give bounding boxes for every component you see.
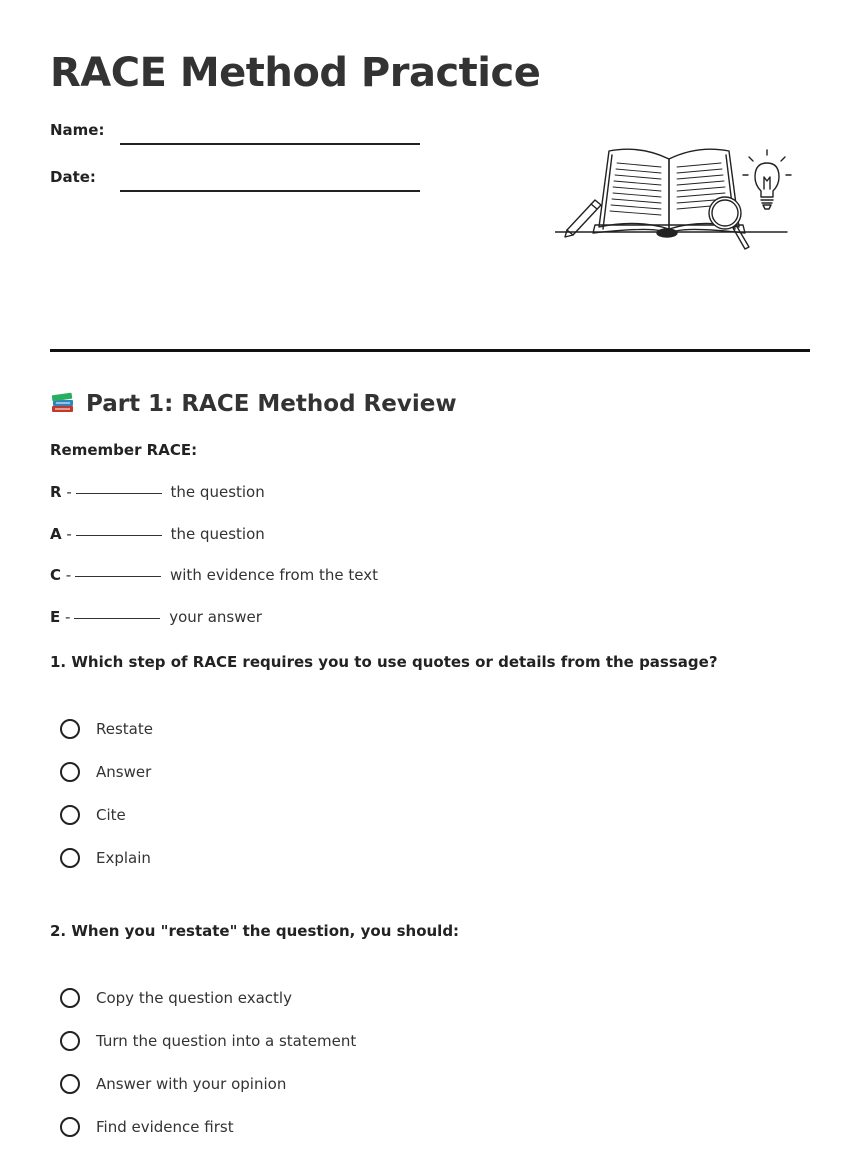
- race-dash: -: [65, 608, 71, 626]
- radio-button[interactable]: [60, 848, 80, 868]
- remember-label: Remember RACE:: [50, 441, 198, 459]
- option-label: Copy the question exactly: [96, 989, 292, 1007]
- race-line-r: [50, 483, 265, 501]
- date-input-line[interactable]: [120, 190, 420, 192]
- option-label: Answer: [96, 763, 152, 781]
- section-divider: [50, 349, 810, 352]
- race-text: the question: [170, 483, 265, 501]
- option-label: Explain: [96, 849, 151, 867]
- radio-button[interactable]: [60, 805, 80, 825]
- lightbulb-icon: [743, 150, 791, 209]
- q2-option-4[interactable]: [60, 1117, 234, 1137]
- page-title: RACE Method Practice: [50, 50, 541, 96]
- date-label: Date:: [50, 168, 96, 186]
- race-letter: R: [50, 483, 62, 501]
- radio-button[interactable]: [60, 1031, 80, 1051]
- option-label: Restate: [96, 720, 153, 738]
- race-text: your answer: [169, 608, 262, 626]
- part1-heading: [50, 388, 457, 420]
- race-text: with evidence from the text: [170, 566, 379, 584]
- radio-button[interactable]: [60, 1117, 80, 1137]
- q2-option-2[interactable]: [60, 1031, 356, 1051]
- race-blank[interactable]: [75, 576, 161, 577]
- race-blank[interactable]: [76, 493, 162, 494]
- question-1: 1. Which step of RACE requires you to use quotes or details from the passage?: [50, 653, 718, 671]
- q2-option-1[interactable]: [60, 988, 292, 1008]
- part1-heading-text: Part 1: RACE Method Review: [86, 391, 457, 417]
- q1-option-1[interactable]: [60, 719, 153, 739]
- option-label: Find evidence first: [96, 1118, 234, 1136]
- q1-option-3[interactable]: [60, 805, 126, 825]
- question-2: 2. When you "restate" the question, you should:: [50, 922, 460, 940]
- q1-option-4[interactable]: [60, 848, 151, 868]
- books-icon: [50, 388, 76, 420]
- option-label: Cite: [96, 806, 126, 824]
- race-line-c: [50, 566, 378, 584]
- name-label: Name:: [50, 121, 105, 139]
- option-label: Answer with your opinion: [96, 1075, 287, 1093]
- race-letter: C: [50, 566, 62, 584]
- radio-button[interactable]: [60, 719, 80, 739]
- q2-option-3[interactable]: [60, 1074, 286, 1094]
- race-text: the question: [170, 525, 265, 543]
- name-field: [50, 121, 120, 139]
- name-input-line[interactable]: [120, 143, 420, 145]
- race-blank[interactable]: [76, 535, 162, 536]
- magnifier-icon: [709, 197, 749, 249]
- race-dash: -: [66, 483, 72, 501]
- open-book-illustration: [555, 145, 795, 259]
- radio-button[interactable]: [60, 988, 80, 1008]
- race-dash: -: [65, 566, 72, 584]
- race-line-a: [50, 525, 265, 543]
- race-blank[interactable]: [74, 618, 160, 619]
- race-letter: E: [50, 608, 61, 626]
- race-letter: A: [50, 525, 62, 543]
- option-label: Turn the question into a statement: [96, 1032, 357, 1050]
- race-dash: -: [66, 525, 72, 543]
- q1-option-2[interactable]: [60, 762, 151, 782]
- date-field: [50, 168, 120, 186]
- race-line-e: [50, 608, 262, 626]
- radio-button[interactable]: [60, 762, 80, 782]
- radio-button[interactable]: [60, 1074, 80, 1094]
